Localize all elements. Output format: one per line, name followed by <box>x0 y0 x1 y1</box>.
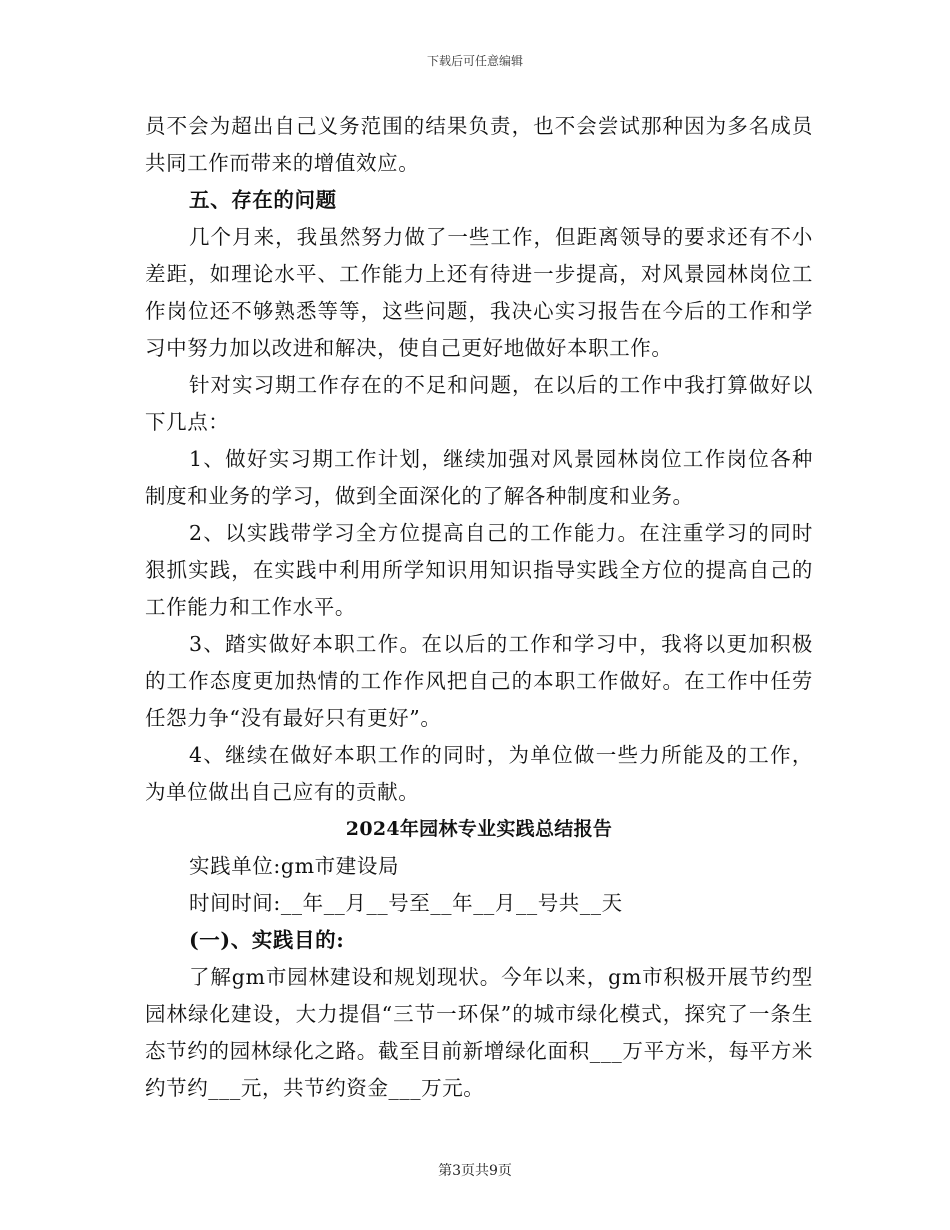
list-item-4: 4、继续在做好本职工作的同时，为单位做一些力所能及的工作，为单位做出自己应有的贡献。 <box>145 743 813 804</box>
list-item-3: 3、踏实做好本职工作。在以后的工作和学习中，我将以更加积极的工作态度更加热情的工作作风把自己的本职工作做好。在工作中任劳任怨力争“没有最好只有更好”。 <box>145 632 813 730</box>
document-body <box>145 108 813 1107</box>
report-title: 2024年园林专业实践总结报告 <box>345 818 613 840</box>
paragraph-purpose: 了解gm市园林建设和规划现状。今年以来，gm市积极开展节约型园林绿化建设，大力提倡“三节一环保”的城市绿化模式，探究了一条生态节约的园林绿化之路。截至目前新增绿化面积___万平方米，每平方米约节约___元，共节约资金___万元。 <box>145 965 813 1100</box>
list-item-1: 1、做好实习期工作计划，继续加强对风景园林岗位工作岗位各种制度和业务的学习，做到全面深化的了解各种制度和业务。 <box>145 447 813 508</box>
page-header-note: 下载后可任意编辑 <box>426 54 523 68</box>
paragraph-continuation: 员不会为超出自己义务范围的结果负责，也不会尝试那种因为多名成员共同工作而带来的增值效应。 <box>145 114 813 175</box>
practice-time: 时间时间:__年__月__号至__年__月__号共__天 <box>189 891 623 915</box>
paragraph-plan-intro: 针对实习期工作存在的不足和问题，在以后的工作中我打算做好以下几点： <box>145 373 813 434</box>
section-heading-purpose: (一)、实践目的: <box>189 928 345 952</box>
practice-unit: 实践单位:gm市建设局 <box>189 854 400 878</box>
page-number: 第3页共9页 <box>438 1163 512 1179</box>
paragraph-problems: 几个月来，我虽然努力做了一些工作，但距离领导的要求还有不小差距，如理论水平、工作能力上还有待进一步提高，对风景园林岗位工作岗位还不够熟悉等等，这些问题，我决心实习报告在今后的工作和学习中努力加以改进和解决，使自己更好地做好本职工作。 <box>145 225 813 360</box>
section-heading-problems: 五、存在的问题 <box>189 188 337 212</box>
list-item-2: 2、以实践带学习全方位提高自己的工作能力。在注重学习的同时狠抓实践，在实践中利用所学知识用知识指导实践全方位的提高自己的工作能力和工作水平。 <box>145 521 813 619</box>
